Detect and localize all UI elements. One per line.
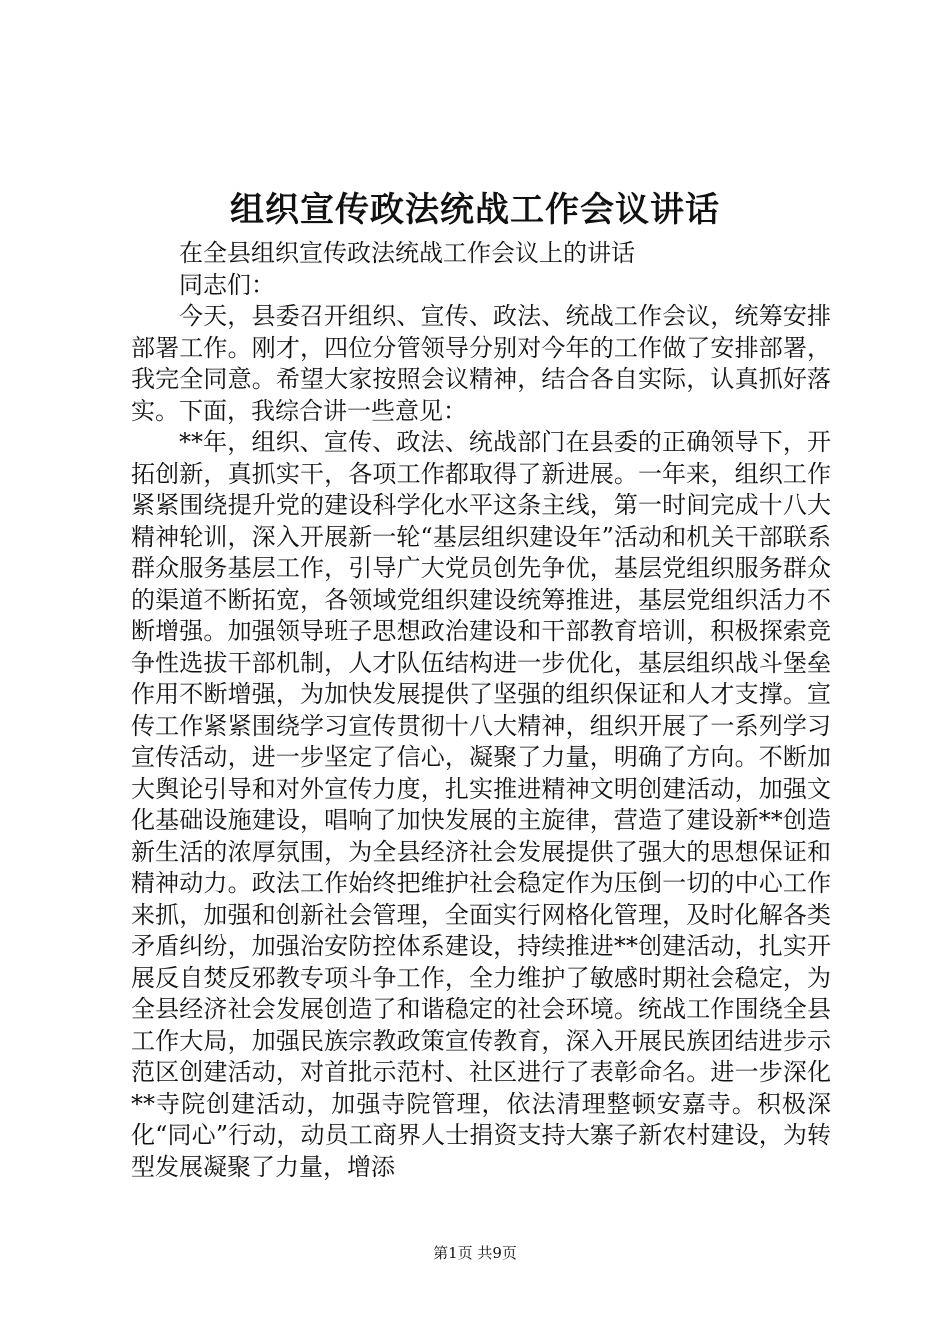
document-title: 组织宣传政法统战工作会议讲话 [230,190,720,230]
salutation: 同志们： [179,270,275,299]
paragraph-intro: 今天，县委召开组织、宣传、政法、统战工作会议，统筹安排部署工作。刚才，四位分管领导分别对今年的工作做了安排部署，我完全同意。希望大家按照会议精神，结合各自实际，认真抓好落实。下面，我综合讲一些意见： [131,302,831,425]
document-body [131,238,831,1183]
page-number: 第1页 共9页 [433,1244,517,1262]
speech-subtitle: 在全县组织宣传政法统战工作会议上的讲话 [179,239,635,267]
paragraph-review: **年，组织、宣传、政法、统战部门在县委的正确领导下，开拓创新，真抓实干，各项工作都取得了新进展。一年来，组织工作紧紧围绕提升党的建设科学化水平这条主线，第一时间完成十八大精神轮训，深入开展新一轮“基层组织建设年”活动和机关干部联系群众服务基层工作，引导广大党员创先争优，基层党组织服务群众的渠道不断拓宽，各领域党组织建设统筹推进，基层党组织活力不断增强。加强领导班子思想政治建设和干部教育培训，积极探索竞争性选拔干部机制，人才队伍结构进一步优化，基层组织战斗堡垒作用不断增强，为加快发展提供了坚强的组织保证和人才支撑。宣传工作紧紧围绕学习宣传贯彻十八大精神，组织开展了一系列学习宣传活动，进一步坚定了信心，凝聚了力量，明确了方向。不断加大舆论引导和对外宣传力度，扎实推进精神文明创建活动，加强文化基础设施建设，唱响了加快发展的主旋律，营造了建设新**创造新生活的浓厚氛围，为全县经济社会发展提供了强大的思想保证和精神动力。政法工作始终把维护社会稳定作为压倒一切的中心工作来抓，加强和创新社会管理，全面实行网格化管理，及时化解各类矛盾纠纷，加强治安防控体系建设，持续推进**创建活动，扎实开展反自焚反邪教专项斗争工作，全力维护了敏感时期社会稳定，为全县经济社会发展创造了和谐稳定的社会环境。统战工作围绕全县工作大局，加强民族宗教政策宣传教育，深入开展民族团结进步示范区创建活动，对首批示范村、社区进行了表彰命名。进一步深化**寺院创建活动，加强寺院管理，依法清理整顿安嘉寺。积极深化“同心”行动，动员工商界人士捐资支持大寨子新农村建设，为转型发展凝聚了力量，增添 [131,428,831,1181]
